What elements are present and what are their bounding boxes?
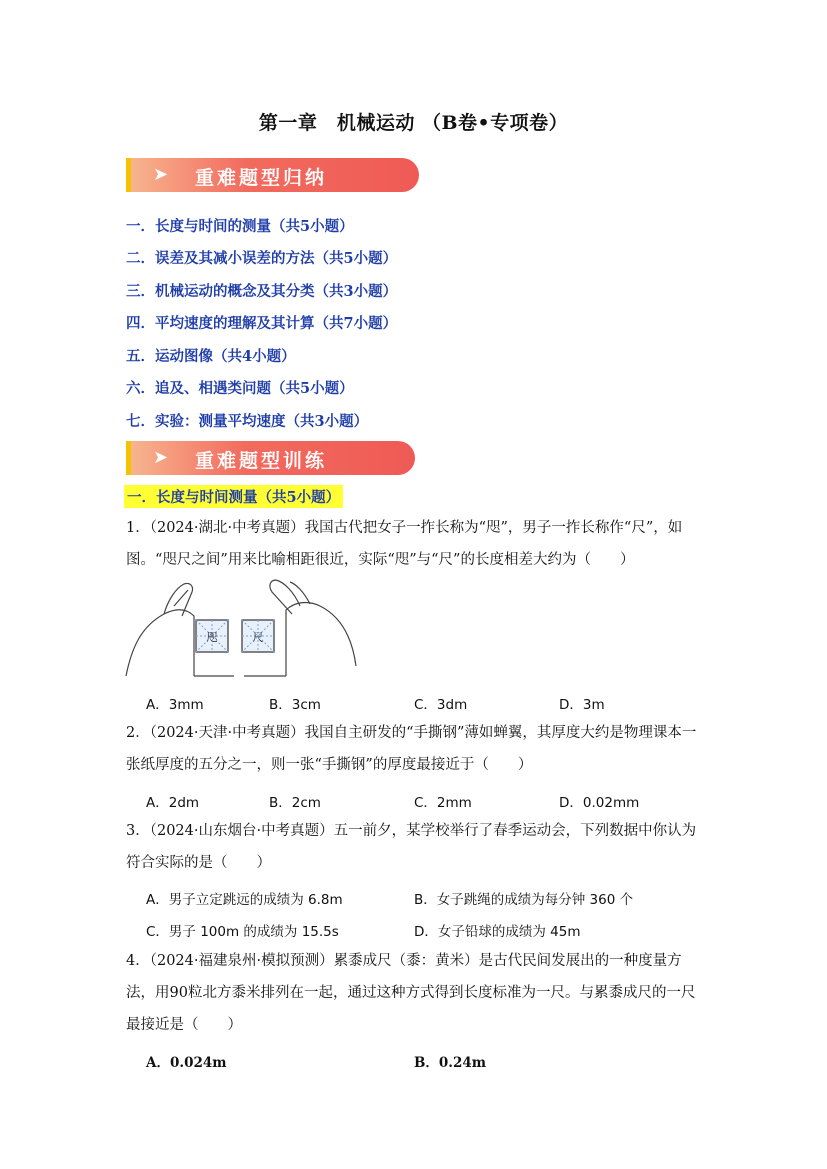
question-1: 1．（2024·湖北·中考真题）我国古代把女子一拃长称为“咫”，男子一拃长称作“尺”，如图。“咫尺之间”用来比喻相距很近，实际“咫”与“尺”的长度相差大约为（ ） (126, 520, 683, 568)
page-title: 第一章 机械运动 （B卷•专项卷） (258, 112, 569, 134)
question-4: 4．（2024·福建泉州·模拟预测）累黍成尺（黍：黄米）是古代民间发展出的一种度量方法，用90粒北方黍米排列在一起，通过这种方式得到长度标准为一尺。与累黍成尺的一尺最接近是（ ） (126, 953, 696, 1033)
option-c[interactable]: C．2mm (414, 795, 472, 811)
toc-item: 二．误差及其减小误差的方法（共5小题） (126, 250, 398, 267)
option-d[interactable]: D．0.02mm (559, 795, 640, 811)
option-d[interactable]: D．3m (559, 697, 605, 713)
option-c[interactable]: C．3dm (414, 697, 468, 713)
option-a[interactable]: A．男子立定跳远的成绩为 6.8m (146, 892, 343, 908)
toc-item: 四．平均速度的理解及其计算（共7小题） (126, 315, 398, 332)
option-a[interactable]: A．2dm (146, 795, 200, 811)
section-banner-summary (126, 158, 419, 192)
question-2: 2．（2024·天津·中考真题）我国自主研发的“手撕钢”薄如蝉翼，其厚度大约是物理课本一张纸厚度的五分之一，则一张“手撕钢”的厚度最接近于（ ） (126, 725, 697, 773)
question-3: 3．（2024·山东烟台·中考真题）五一前夕，某学校举行了春季运动会，下列数据中你认为符合实际的是（ ） (126, 823, 697, 871)
banner-title: 重难题型归纳 (195, 167, 328, 189)
label-chi: 尺 (252, 631, 264, 644)
toc-item: 三．机械运动的概念及其分类（共3小题） (126, 283, 398, 300)
label-zhi: 咫 (206, 631, 218, 644)
toc-item: 六．追及、相遇类问题（共5小题） (126, 380, 354, 397)
option-a[interactable]: A．3mm (146, 697, 204, 713)
section-banner-training (126, 441, 415, 475)
option-b[interactable]: B．3cm (269, 697, 321, 713)
arrow-icon: ➤ (153, 447, 169, 468)
toc-item: 一．长度与时间的测量（共5小题） (126, 218, 354, 235)
section-heading: 一．长度与时间测量（共5小题） (124, 485, 343, 508)
option-b[interactable]: B．女子跳绳的成绩为每分钟 360 个 (414, 892, 634, 908)
arrow-icon: ➤ (153, 164, 169, 185)
option-b[interactable]: B．2cm (269, 795, 321, 811)
option-c[interactable]: C．男子 100m 的成绩为 15.5s (146, 924, 339, 940)
option-b[interactable]: B．0.24m (414, 1055, 487, 1071)
option-a[interactable]: A．0.024m (146, 1055, 227, 1071)
toc-item: 五．运动图像（共4小题） (126, 348, 296, 365)
option-d[interactable]: D．女子铅球的成绩为 45m (414, 924, 581, 940)
hands-span-illustration (124, 576, 358, 682)
banner-title: 重难题型训练 (195, 450, 328, 472)
toc-item: 七．实验：测量平均速度（共3小题） (126, 413, 369, 430)
